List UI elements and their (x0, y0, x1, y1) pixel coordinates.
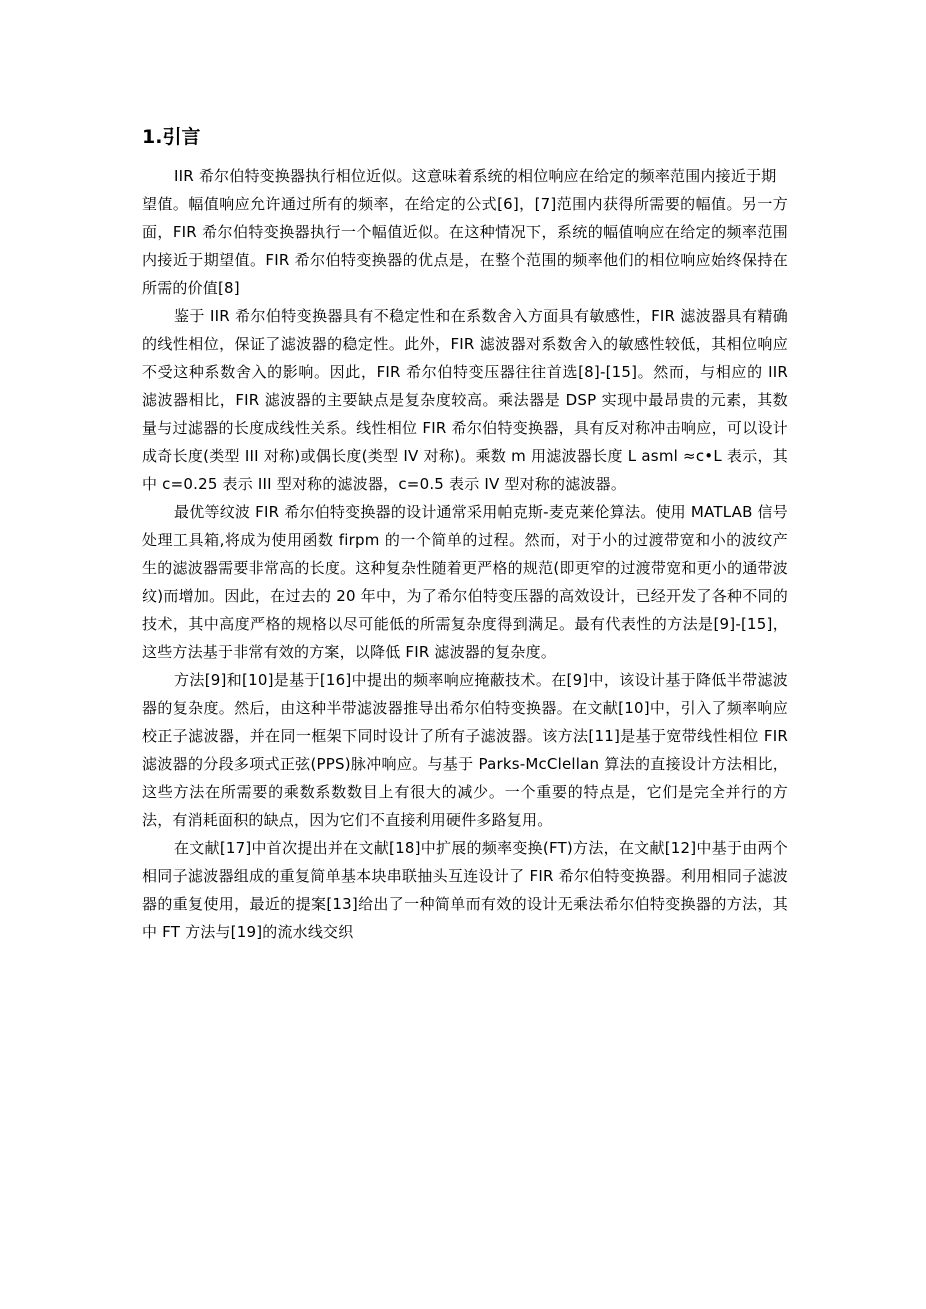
paragraph-3: 鉴于 IIR 希尔伯特变换器具有不稳定性和在系数舍入方面具有敏感性，FIR 滤波器具有精确的线性相位，保证了滤波器的稳定性。此外，FIR 滤波器对系数舍入的敏感性较低，其相位响应不受这种系数舍入的影响。因此，FIR 希尔伯特变压器往往首选[8]-[15]。然而，与相应的 IIR 滤波器相比，FIR 滤波器的主要缺点是复杂度较高。乘法器是 DSP 实现中最昂贵的元素，其数量与过滤器的长度成线性关系。线性相位 FIR 希尔伯特变换器，具有反对称冲击响应，可以设计成奇长度(类型 III 对称)或偶长度(类型 IV 对称)。乘数 m 用滤波器长度 L asml ≈c•L 表示，其中 c=0.25 表示 III 型对称的滤波器，c=0.5 表示 IV 型对称的滤波器。 (142, 307, 788, 493)
section-title: 1.引言 (142, 126, 201, 148)
paragraph-1: IIR 希尔伯特变换器执行相位近似。这意味着系统的相位响应在给定的频率范围内接近于期 (174, 167, 777, 185)
document-page (142, 122, 788, 946)
paragraph-4: 最优等纹波 FIR 希尔伯特变换器的设计通常采用帕克斯-麦克莱伦算法。使用 MATLAB 信号处理工具箱,将成为使用函数 firpm 的一个简单的过程。然而，对于小的过渡带宽和小的波纹产生的滤波器需要非常高的长度。这种复杂性随着更严格的规范(即更窄的过渡带宽和更小的通带波纹)而增加。因此，在过去的 20 年中，为了希尔伯特变压器的高效设计，已经开发了各种不同的技术，其中高度严格的规格以尽可能低的所需复杂度得到满足。最有代表性的方法是[9]-[15]，这些方法基于非常有效的方案，以降低 FIR 滤波器的复杂度。 (142, 503, 788, 661)
paragraph-2: 望值。幅值响应允许通过所有的频率，在给定的公式[6]，[7]范围内获得所需要的幅值。另一方面，FIR 希尔伯特变换器执行一个幅值近似。在这种情况下，系统的幅值响应在给定的频率范围内接近于期望值。FIR 希尔伯特变换器的优点是，在整个范围的频率他们的相位响应始终保持在所需的价值[8] (142, 195, 788, 297)
paragraph-5: 方法[9]和[10]是基于[16]中提出的频率响应掩蔽技术。在[9]中，该设计基于降低半带滤波器的复杂度。然后，由这种半带滤波器推导出希尔伯特变换器。在文献[10]中，引入了频率响应校正子滤波器，并在同一框架下同时设计了所有子滤波器。该方法[11]是基于宽带线性相位 FIR 滤波器的分段多项式正弦(PPS)脉冲响应。与基于 Parks-McClellan 算法的直接设计方法相比，这些方法在所需要的乘数系数数目上有很大的减少。一个重要的特点是，它们是完全并行的方法，有消耗面积的缺点，因为它们不直接利用硬件多路复用。 (142, 671, 788, 829)
paragraph-6: 在文献[17]中首次提出并在文献[18]中扩展的频率变换(FT)方法，在文献[12]中基于由两个相同子滤波器组成的重复简单基本块串联抽头互连设计了 FIR 希尔伯特变换器。利用相同子滤波器的重复使用，最近的提案[13]给出了一种简单而有效的设计无乘法希尔伯特变换器的方法，其中 FT 方法与[19]的流水线交织 (142, 839, 788, 941)
